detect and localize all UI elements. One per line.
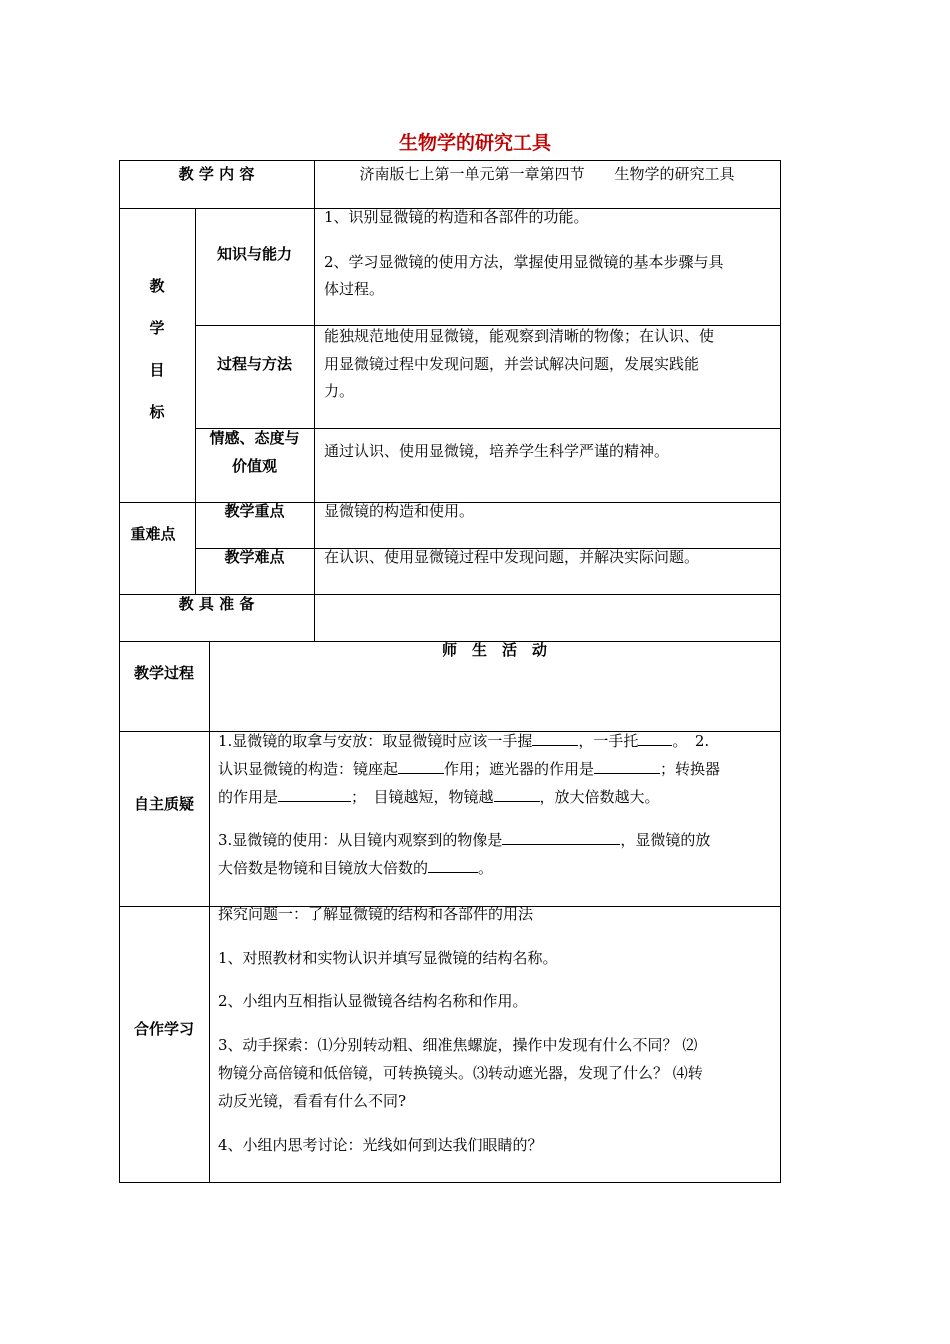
self-study-text: ；转换器 (660, 760, 721, 778)
self-study-text: 。 (478, 859, 494, 877)
knowledge-line-2: 2、学习显微镜的使用方法，掌握使用显微镜的基本步骤与具 (324, 253, 724, 271)
self-study-text: 。 2. (672, 732, 710, 750)
answer-blank[interactable] (638, 727, 672, 746)
objectives-label-char: 标 (149, 403, 165, 421)
keypoints-label: 重难点 (130, 525, 176, 543)
cooperation-line-4: 3、动手探索：⑴分别转动粗、细准焦螺旋，操作中发现有什么不同？ ⑵ (218, 1036, 698, 1054)
process-line-3: 力。 (324, 382, 355, 400)
cooperation-line-7: 4、小组内思考讨论：光线如何到达我们眼睛的？ (218, 1136, 543, 1154)
document-title: 生物学的研究工具 (398, 132, 551, 154)
emotion-label (195, 424, 314, 480)
header-label: 教 学 内 容 (178, 165, 255, 183)
process-line-2: 用显微镜过程中发现问题，并尝试解决问题，发展实践能 (324, 355, 700, 373)
column-divider-equipment (314, 594, 315, 641)
objectives-label-char: 学 (149, 319, 165, 337)
self-study-text: ，一手托 (578, 732, 639, 750)
self-study-text: 作用；遮光器的作用是 (444, 760, 595, 778)
answer-blank[interactable] (428, 854, 478, 873)
process-label: 过程与方法 (216, 355, 292, 373)
answer-blank[interactable] (532, 727, 578, 746)
answer-blank[interactable] (398, 755, 444, 774)
cooperation-line-3: 2、小组内互相指认显微镜各结构名称和作用。 (218, 992, 528, 1010)
answer-blank[interactable] (594, 755, 660, 774)
answer-blank[interactable] (494, 783, 540, 802)
knowledge-label: 知识与能力 (216, 245, 292, 263)
self-study-text: 3.显微镜的使用：从目镜内观察到的物像是 (218, 831, 503, 849)
self-study-text: ； 目镜越短，物镜越 (351, 788, 494, 806)
objectives-label-char: 目 (149, 361, 165, 379)
table-border-right (780, 160, 781, 1183)
self-study-label: 自主质疑 (133, 795, 194, 813)
answer-blank[interactable] (502, 826, 620, 845)
column-divider-objectives-b (314, 208, 315, 594)
self-study-text: 认识显微镜的构造：镜座起 (218, 760, 399, 778)
column-divider-process (209, 641, 210, 1183)
self-study-line-4 (218, 826, 710, 854)
cooperation-line-1: 探究问题一：了解显微镜的结构和各部件的用法 (218, 905, 534, 923)
focus-label: 教学重点 (224, 502, 285, 520)
self-study-text: 的作用是 (218, 788, 279, 806)
header-content: 济南版七上第一单元第一章第四节 生物学的研究工具 (359, 165, 735, 183)
cooperation-line-5: 物镜分高倍镜和低倍镜，可转换镜头。⑶转动遮光器，发现了什么？ ⑷转 (218, 1064, 703, 1082)
self-study-line-5 (218, 854, 493, 882)
self-study-text: 大倍数是物镜和目镜放大倍数的 (218, 859, 429, 877)
answer-blank[interactable] (278, 783, 351, 802)
emotion-label-line-1: 情感、态度与 (209, 429, 300, 447)
self-study-line-3 (218, 783, 660, 811)
objectives-label (119, 265, 195, 433)
cooperation-line-2: 1、对照教材和实物认识并填写显微镜的结构名称。 (218, 949, 558, 967)
equipment-label: 教 具 准 备 (178, 595, 255, 613)
focus-text: 显微镜的构造和使用。 (324, 502, 475, 520)
difficulty-text: 在认识、使用显微镜过程中发现问题，并解决实际问题。 (324, 548, 700, 566)
process-section-label: 教学过程 (133, 664, 194, 682)
emotion-label-line-2: 价值观 (231, 457, 277, 475)
self-study-text: 1.显微镜的取拿与安放：取显微镜时应该一手握 (218, 732, 533, 750)
self-study-text: ，放大倍数越大。 (539, 788, 660, 806)
process-line-1: 能独规范地使用显微镜，能观察到清晰的物像；在认识、使 (324, 327, 715, 345)
table-border-bottom (119, 1182, 781, 1183)
self-study-line-1 (218, 727, 709, 755)
process-section-header: 师 生 活 动 (441, 641, 547, 659)
knowledge-line-1: 1、识别显微镜的构造和各部件的功能。 (324, 208, 589, 226)
emotion-text: 通过认识、使用显微镜，培养学生科学严谨的精神。 (324, 442, 670, 460)
self-study-text: ，显微镜的放 (620, 831, 711, 849)
objectives-label-char: 教 (149, 277, 165, 295)
cooperation-label: 合作学习 (133, 1020, 194, 1038)
self-study-line-2 (218, 755, 720, 783)
knowledge-line-3: 体过程。 (324, 280, 385, 298)
cooperation-line-6: 动反光镜，看看有什么不同? (218, 1092, 407, 1110)
difficulty-label: 教学难点 (224, 548, 285, 566)
